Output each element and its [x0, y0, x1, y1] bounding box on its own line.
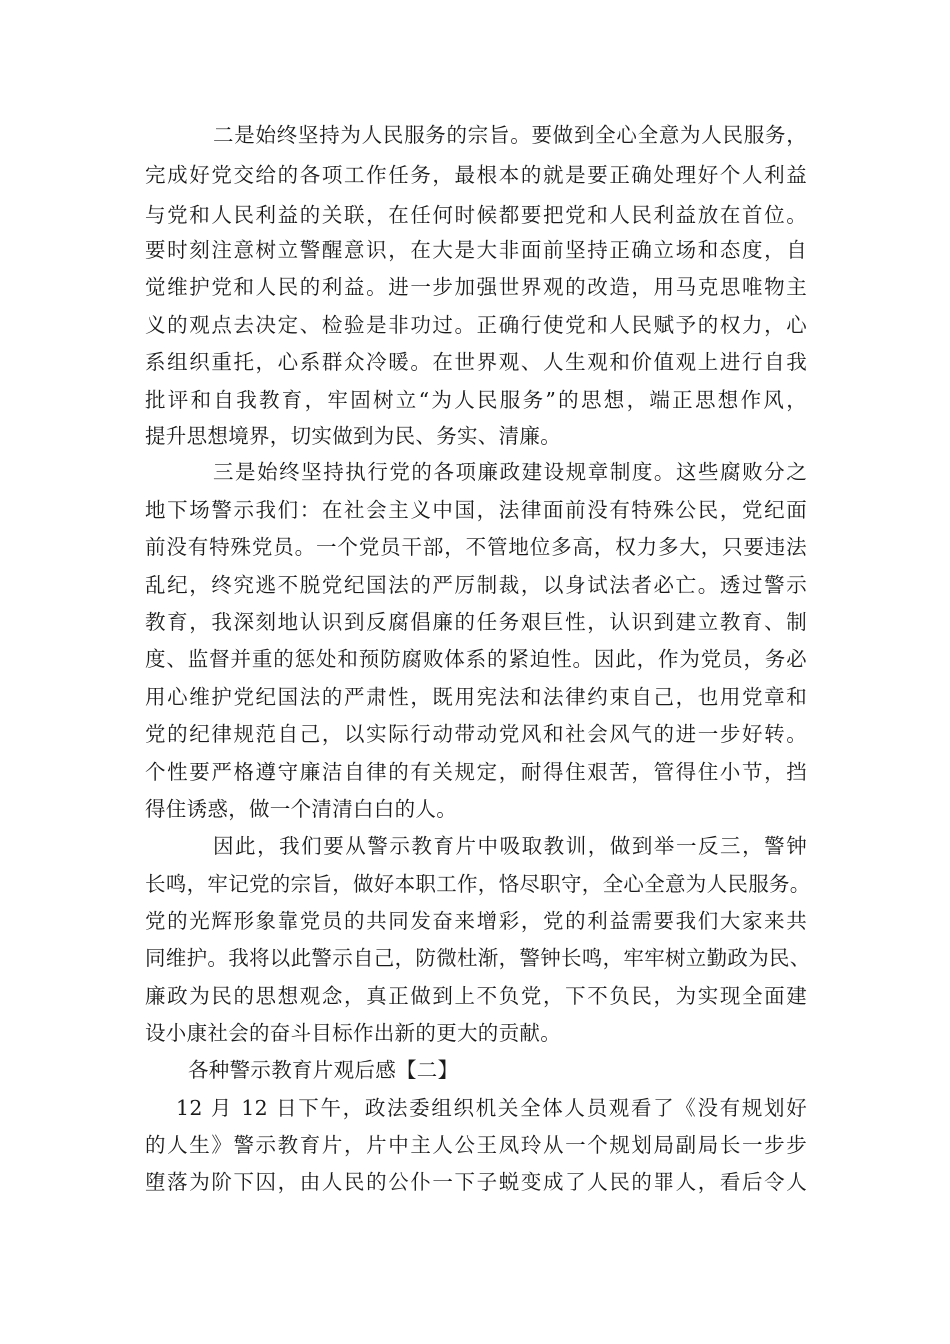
text-line: 地下场警示我们：在社会主义中国，法律面前没有特殊公民，党纪面 — [145, 498, 807, 522]
text-line: 义的观点去决定、检验是非功过。正确行使党和人民赋予的权力，心 — [145, 313, 807, 337]
text-line: 的人生》警示教育片，片中主人公王凤玲从一个规划局副局长一步步 — [145, 1133, 807, 1157]
text-line: 与党和人民利益的关联，在任何时候都要把党和人民利益放在首位。 — [145, 203, 807, 227]
text-line: 同维护。我将以此警示自己，防微杜渐，警钟长鸣，牢牢树立勤政为民、 — [145, 946, 811, 970]
text-line: 12 月 12 日下午，政法委组织机关全体人员观看了《没有规划好 — [176, 1096, 807, 1120]
text-line: 堕落为阶下囚，由人民的公仆一下子蜕变成了人民的罪人，看后令人 — [145, 1170, 807, 1194]
text-line: 系组织重托，心系群众冷暖。在世界观、人生观和价值观上进行自我 — [145, 350, 807, 374]
text-line: 用心维护党纪国法的严肃性，既用宪法和法律约束自己，也用党章和 — [145, 685, 807, 709]
text-line: 完成好党交给的各项工作任务，最根本的就是要正确处理好个人利益 — [145, 163, 807, 187]
text-line: 前没有特殊党员。一个党员干部，不管地位多高，权力多大，只要违法 — [145, 535, 807, 559]
text-line: 二是始终坚持为人民服务的宗旨。要做到全心全意为人民服务， — [213, 123, 807, 147]
text-line: 长鸣，牢记党的宗旨，做好本职工作，恪尽职守，全心全意为人民服务。 — [145, 872, 811, 896]
text-line: 三是始终坚持执行党的各项廉政建设规章制度。这些腐败分之 — [213, 460, 807, 484]
text-line: 得住诱惑，做一个清清白白的人。 — [145, 797, 457, 821]
text-line: 教育，我深刻地认识到反腐倡廉的任务艰巨性，认识到建立教育、制 — [145, 610, 807, 634]
text-line: 个性要严格遵守廉洁自律的有关规定，耐得住艰苦，管得住小节，挡 — [145, 760, 807, 784]
text-line: 觉维护党和人民的利益。进一步加强世界观的改造，用马克思唯物主 — [145, 275, 807, 299]
text-line: 设小康社会的奋斗目标作出新的更大的贡献。 — [145, 1021, 561, 1045]
section-heading: 各种警示教育片观后感【二】 — [188, 1058, 459, 1082]
text-line: 度、监督并重的惩处和预防腐败体系的紧迫性。因此，作为党员，务必 — [145, 647, 807, 671]
text-line: 批评和自我教育，牢固树立“为人民服务”的思想，端正思想作风， — [145, 388, 807, 412]
text-line: 乱纪，终究逃不脱党纪国法的严厉制裁，以身试法者必亡。透过警示 — [145, 573, 807, 597]
text-line: 要时刻注意树立警醒意识，在大是大非面前坚持正确立场和态度，自 — [145, 238, 807, 262]
text-line: 党的纪律规范自己，以实际行动带动党风和社会风气的进一步好转。 — [145, 722, 807, 746]
text-line: 提升思想境界，切实做到为民、务实、清廉。 — [145, 424, 561, 448]
text-line: 因此，我们要从警示教育片中吸取教训，做到举一反三，警钟 — [213, 834, 807, 858]
text-line: 党的光辉形象靠党员的共同发奋来增彩，党的利益需要我们大家来共 — [145, 909, 807, 933]
text-line: 廉政为民的思想观念，真正做到上不负党，下不负民，为实现全面建 — [145, 984, 807, 1008]
